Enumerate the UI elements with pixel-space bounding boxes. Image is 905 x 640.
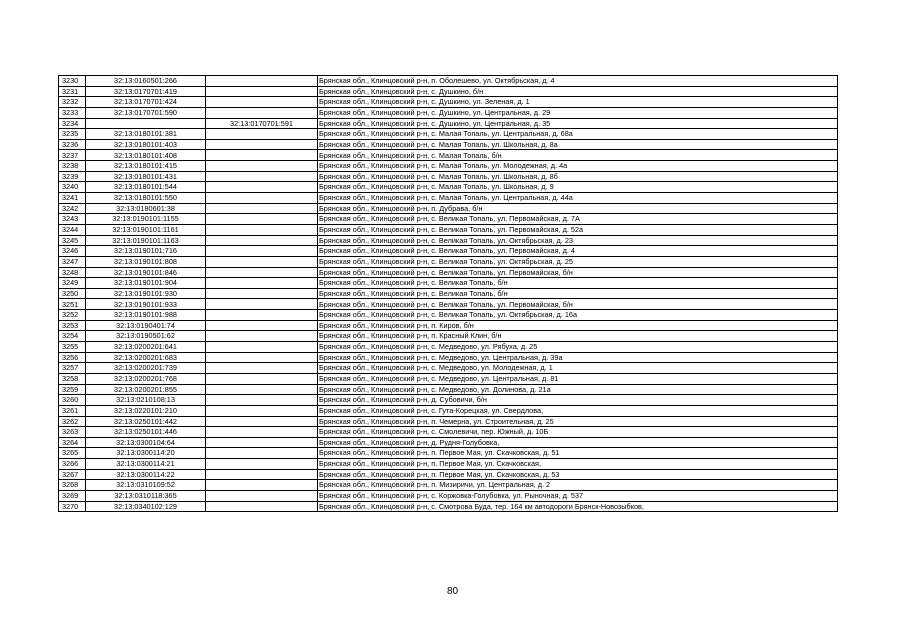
address-cell: Брянская обл., Клинцовский р-н, с. Великая Топаль, ул. Первомайская, д. 4 <box>318 246 838 257</box>
address-cell: Брянская обл., Клинцовский р-н, с. Малая Топаль, ул. Молодежная, д. 4а <box>318 161 838 172</box>
address-cell: Брянская обл., Клинцовский р-н, с. Медведово, ул. Центральная, д. 81 <box>318 373 838 384</box>
previous-cadastral-number-cell <box>206 384 318 395</box>
address-cell: Брянская обл., Клинцовский р-н, с. Великая Топаль, ул. Октябрьская, д. 25 <box>318 256 838 267</box>
table-row <box>59 480 838 491</box>
previous-cadastral-number-cell <box>206 331 318 342</box>
address-cell: Брянская обл., Клинцовский р-н, д. Субовичи, б/н <box>318 395 838 406</box>
row-number-cell: 3269 <box>59 490 86 501</box>
cadastral-number-cell: 32:13:0180101:415 <box>86 161 206 172</box>
previous-cadastral-number-cell <box>206 107 318 118</box>
row-number-cell: 3242 <box>59 203 86 214</box>
row-number-cell: 3232 <box>59 97 86 108</box>
cadastral-number-cell: 32:13:0190101:846 <box>86 267 206 278</box>
row-number-cell: 3268 <box>59 480 86 491</box>
address-cell: Брянская обл., Клинцовский р-н, с. Душкино, ул. Центральная, д. 35 <box>318 118 838 129</box>
cadastral-number-cell: 32:13:0180601:38 <box>86 203 206 214</box>
table-row <box>59 352 838 363</box>
address-cell: Брянская обл., Клинцовский р-н, с. Медведово, ул. Молодежная, д. 1 <box>318 363 838 374</box>
address-cell: Брянская обл., Клинцовский р-н, с. Медведово, ул. Рябуха, д. 25 <box>318 342 838 353</box>
cadastral-number-cell: 32:13:0190501:62 <box>86 331 206 342</box>
table-row <box>59 342 838 353</box>
row-number-cell: 3270 <box>59 501 86 512</box>
cadastral-number-cell: 32:13:0210108:13 <box>86 395 206 406</box>
previous-cadastral-number-cell <box>206 76 318 87</box>
table-row <box>59 214 838 225</box>
previous-cadastral-number-cell <box>206 139 318 150</box>
table-row <box>59 384 838 395</box>
previous-cadastral-number-cell <box>206 363 318 374</box>
row-number-cell: 3249 <box>59 278 86 289</box>
previous-cadastral-number-cell <box>206 469 318 480</box>
previous-cadastral-number-cell: 32:13:0170701:591 <box>206 118 318 129</box>
address-cell: Брянская обл., Клинцовский р-н, п. Первое Мая, ул. Скачковская, <box>318 459 838 470</box>
previous-cadastral-number-cell <box>206 278 318 289</box>
cadastral-number-cell: 32:13:0250101:442 <box>86 416 206 427</box>
row-number-cell: 3245 <box>59 235 86 246</box>
cadastral-number-cell: 32:13:0190101:808 <box>86 256 206 267</box>
previous-cadastral-number-cell <box>206 161 318 172</box>
address-cell: Брянская обл., Клинцовский р-н, с. Медведово, ул. Центральная, д. 39а <box>318 352 838 363</box>
table-row <box>59 310 838 321</box>
row-number-cell: 3234 <box>59 118 86 129</box>
table-row <box>59 363 838 374</box>
address-cell: Брянская обл., Клинцовский р-н, с. Великая Топаль, б/н <box>318 288 838 299</box>
cadastral-number-cell: 32:13:0200201:683 <box>86 352 206 363</box>
address-cell: Брянская обл., Клинцовский р-н, с. Смотрова Буда, тер. 164 км автодороги Брянск-Новозыбков, <box>318 501 838 512</box>
row-number-cell: 3239 <box>59 171 86 182</box>
cadastral-number-cell: 32:13:0310118:365 <box>86 490 206 501</box>
address-cell: Брянская обл., Клинцовский р-н, с. Великая Топаль, ул. Октябрьская, д. 16а <box>318 310 838 321</box>
address-cell: Брянская обл., Клинцовский р-н, с. Малая Топаль, ул. Центральная, д. 44а <box>318 193 838 204</box>
row-number-cell: 3241 <box>59 193 86 204</box>
cadastral-number-cell: 32:13:0160501:266 <box>86 76 206 87</box>
previous-cadastral-number-cell <box>206 246 318 257</box>
address-cell: Брянская обл., Клинцовский р-н, п. Первое Мая, ул. Скачковская, д. 51 <box>318 448 838 459</box>
previous-cadastral-number-cell <box>206 416 318 427</box>
row-number-cell: 3237 <box>59 150 86 161</box>
table-row <box>59 501 838 512</box>
cadastral-number-cell: 32:13:0180101:431 <box>86 171 206 182</box>
row-number-cell: 3264 <box>59 437 86 448</box>
address-cell: Брянская обл., Клинцовский р-н, с. Душкино, б/н <box>318 86 838 97</box>
previous-cadastral-number-cell <box>206 320 318 331</box>
table-row <box>59 299 838 310</box>
row-number-cell: 3256 <box>59 352 86 363</box>
previous-cadastral-number-cell <box>206 437 318 448</box>
cadastral-number-cell: 32:13:0170701:424 <box>86 97 206 108</box>
row-number-cell: 3250 <box>59 288 86 299</box>
row-number-cell: 3255 <box>59 342 86 353</box>
address-cell: Брянская обл., Клинцовский р-н, с. Душкино, ул. Зеленая, д. 1 <box>318 97 838 108</box>
table-body <box>59 76 838 512</box>
table-row <box>59 203 838 214</box>
cadastral-number-cell: 32:13:0170701:419 <box>86 86 206 97</box>
row-number-cell: 3262 <box>59 416 86 427</box>
cadastral-number-cell: 32:13:0190101:1163 <box>86 235 206 246</box>
previous-cadastral-number-cell <box>206 224 318 235</box>
row-number-cell: 3254 <box>59 331 86 342</box>
table-row <box>59 171 838 182</box>
cadastral-number-cell: 32:13:0300114:21 <box>86 459 206 470</box>
row-number-cell: 3251 <box>59 299 86 310</box>
cadastral-number-cell: 32:13:0310109:52 <box>86 480 206 491</box>
table-row <box>59 437 838 448</box>
table-row <box>59 256 838 267</box>
address-cell: Брянская обл., Клинцовский р-н, п. Красный Клин, б/н <box>318 331 838 342</box>
table-row <box>59 193 838 204</box>
previous-cadastral-number-cell <box>206 97 318 108</box>
address-cell: Брянская обл., Клинцовский р-н, с. Великая Топаль, ул. Первомайская, б/н <box>318 299 838 310</box>
row-number-cell: 3266 <box>59 459 86 470</box>
previous-cadastral-number-cell <box>206 427 318 438</box>
cadastral-number-cell: 32:13:0300104:64 <box>86 437 206 448</box>
row-number-cell: 3240 <box>59 182 86 193</box>
table-row <box>59 278 838 289</box>
property-table <box>58 75 838 512</box>
previous-cadastral-number-cell <box>206 182 318 193</box>
cadastral-number-cell: 32:13:0180101:381 <box>86 129 206 140</box>
cadastral-number-cell: 32:13:0180101:544 <box>86 182 206 193</box>
previous-cadastral-number-cell <box>206 256 318 267</box>
address-cell: Брянская обл., Клинцовский р-н, с. Великая Топаль, б/н <box>318 278 838 289</box>
cadastral-number-cell: 32:13:0200201:739 <box>86 363 206 374</box>
table-row <box>59 182 838 193</box>
row-number-cell: 3248 <box>59 267 86 278</box>
row-number-cell: 3235 <box>59 129 86 140</box>
previous-cadastral-number-cell <box>206 480 318 491</box>
previous-cadastral-number-cell <box>206 373 318 384</box>
previous-cadastral-number-cell <box>206 235 318 246</box>
cadastral-number-cell: 32:13:0190101:716 <box>86 246 206 257</box>
row-number-cell: 3230 <box>59 76 86 87</box>
table-row <box>59 107 838 118</box>
previous-cadastral-number-cell <box>206 352 318 363</box>
table-row <box>59 416 838 427</box>
address-cell: Брянская обл., Клинцовский р-н, с. Великая Топаль, ул. Первомайская, б/н <box>318 267 838 278</box>
row-number-cell: 3244 <box>59 224 86 235</box>
table-row <box>59 427 838 438</box>
row-number-cell: 3261 <box>59 405 86 416</box>
table-row <box>59 235 838 246</box>
cadastral-number-cell: 32:13:0190101:1161 <box>86 224 206 235</box>
address-cell: Брянская обл., Клинцовский р-н, с. Великая Топаль, ул. Первомайская, д. 7А <box>318 214 838 225</box>
row-number-cell: 3238 <box>59 161 86 172</box>
table-row <box>59 469 838 480</box>
cadastral-number-cell: 32:13:0190101:1155 <box>86 214 206 225</box>
row-number-cell: 3260 <box>59 395 86 406</box>
previous-cadastral-number-cell <box>206 299 318 310</box>
cadastral-number-cell: 32:13:0190101:933 <box>86 299 206 310</box>
address-cell: Брянская обл., Клинцовский р-н, п. Оболешево, ул. Октябрьская, д. 4 <box>318 76 838 87</box>
previous-cadastral-number-cell <box>206 86 318 97</box>
cadastral-number-cell: 32:13:0180101:403 <box>86 139 206 150</box>
cadastral-number-cell: 32:13:0190101:988 <box>86 310 206 321</box>
table-row <box>59 224 838 235</box>
address-cell: Брянская обл., Клинцовский р-н, с. Гута-Корецкая, ул. Свердлова, <box>318 405 838 416</box>
cadastral-number-cell: 32:13:0300114:20 <box>86 448 206 459</box>
previous-cadastral-number-cell <box>206 150 318 161</box>
address-cell: Брянская обл., Клинцовский р-н, п. Киров, б/н <box>318 320 838 331</box>
table-row <box>59 405 838 416</box>
address-cell: Брянская обл., Клинцовский р-н, с. Малая Топаль, ул. Центральная, д. 68а <box>318 129 838 140</box>
cadastral-number-cell: 32:13:0180101:550 <box>86 193 206 204</box>
cadastral-number-cell: 32:13:0170701:590 <box>86 107 206 118</box>
previous-cadastral-number-cell <box>206 459 318 470</box>
previous-cadastral-number-cell <box>206 129 318 140</box>
address-cell: Брянская обл., Клинцовский р-н, д. Рудня-Голубовка, <box>318 437 838 448</box>
previous-cadastral-number-cell <box>206 395 318 406</box>
previous-cadastral-number-cell <box>206 405 318 416</box>
table-row <box>59 118 838 129</box>
cadastral-number-cell: 32:13:0200201:641 <box>86 342 206 353</box>
address-cell: Брянская обл., Клинцовский р-н, с. Великая Топаль, ул. Октябрьская, д. 23 <box>318 235 838 246</box>
address-cell: Брянская обл., Клинцовский р-н, с. Смолевичи, пер. Южный, д. 10Б <box>318 427 838 438</box>
row-number-cell: 3236 <box>59 139 86 150</box>
address-cell: Брянская обл., Клинцовский р-н, с. Коржовка-Голубовка, ул. Рыночная, д. 537 <box>318 490 838 501</box>
cadastral-number-cell: 32:13:0180101:408 <box>86 150 206 161</box>
previous-cadastral-number-cell <box>206 501 318 512</box>
row-number-cell: 3258 <box>59 373 86 384</box>
table-row <box>59 161 838 172</box>
table-row <box>59 150 838 161</box>
previous-cadastral-number-cell <box>206 310 318 321</box>
address-cell: Брянская обл., Клинцовский р-н, п. Дубрава, б/н <box>318 203 838 214</box>
previous-cadastral-number-cell <box>206 193 318 204</box>
table-row <box>59 459 838 470</box>
previous-cadastral-number-cell <box>206 267 318 278</box>
table-row <box>59 267 838 278</box>
previous-cadastral-number-cell <box>206 171 318 182</box>
address-cell: Брянская обл., Клинцовский р-н, с. Малая Топаль, ул. Школьная, д. 9 <box>318 182 838 193</box>
row-number-cell: 3263 <box>59 427 86 438</box>
table-row <box>59 320 838 331</box>
cadastral-number-cell: 32:13:0190101:930 <box>86 288 206 299</box>
table-row <box>59 288 838 299</box>
cadastral-number-cell: 32:13:0200201:768 <box>86 373 206 384</box>
table-row <box>59 490 838 501</box>
previous-cadastral-number-cell <box>206 203 318 214</box>
cadastral-number-cell: 32:13:0300114:22 <box>86 469 206 480</box>
row-number-cell: 3257 <box>59 363 86 374</box>
row-number-cell: 3243 <box>59 214 86 225</box>
cadastral-number-cell <box>86 118 206 129</box>
address-cell: Брянская обл., Клинцовский р-н, п. Первое Мая, ул. Скачковская, д. 53 <box>318 469 838 480</box>
cadastral-number-cell: 32:13:0340102:129 <box>86 501 206 512</box>
previous-cadastral-number-cell <box>206 342 318 353</box>
table-row <box>59 97 838 108</box>
address-cell: Брянская обл., Клинцовский р-н, с. Медведово, ул. Долинова, д. 21а <box>318 384 838 395</box>
row-number-cell: 3267 <box>59 469 86 480</box>
table-row <box>59 373 838 384</box>
cadastral-number-cell: 32:13:0250101:446 <box>86 427 206 438</box>
row-number-cell: 3247 <box>59 256 86 267</box>
address-cell: Брянская обл., Клинцовский р-н, с. Малая Топаль, б/н <box>318 150 838 161</box>
row-number-cell: 3233 <box>59 107 86 118</box>
cadastral-number-cell: 32:13:0200201:855 <box>86 384 206 395</box>
row-number-cell: 3246 <box>59 246 86 257</box>
table-row <box>59 139 838 150</box>
address-cell: Брянская обл., Клинцовский р-н, п. Чемерна, ул. Строительная, д. 25 <box>318 416 838 427</box>
row-number-cell: 3265 <box>59 448 86 459</box>
address-cell: Брянская обл., Клинцовский р-н, п. Мизиричи, ул. Центральная, д. 2 <box>318 480 838 491</box>
table-row <box>59 448 838 459</box>
address-cell: Брянская обл., Клинцовский р-н, с. Великая Топаль, ул. Первомайская, д. 52а <box>318 224 838 235</box>
cadastral-number-cell: 32:13:0190101:904 <box>86 278 206 289</box>
row-number-cell: 3253 <box>59 320 86 331</box>
previous-cadastral-number-cell <box>206 490 318 501</box>
table-row <box>59 86 838 97</box>
table-row <box>59 395 838 406</box>
previous-cadastral-number-cell <box>206 288 318 299</box>
previous-cadastral-number-cell <box>206 214 318 225</box>
address-cell: Брянская обл., Клинцовский р-н, с. Малая Топаль, ул. Школьная, д. 8б <box>318 171 838 182</box>
row-number-cell: 3252 <box>59 310 86 321</box>
cadastral-number-cell: 32:13:0220101:210 <box>86 405 206 416</box>
table-row <box>59 129 838 140</box>
page-number: 80 <box>446 586 459 597</box>
row-number-cell: 3231 <box>59 86 86 97</box>
address-cell: Брянская обл., Клинцовский р-н, с. Душкино, ул. Центральная, д. 29 <box>318 107 838 118</box>
row-number-cell: 3259 <box>59 384 86 395</box>
table-row <box>59 246 838 257</box>
cadastral-number-cell: 32:13:0190401:74 <box>86 320 206 331</box>
address-cell: Брянская обл., Клинцовский р-н, с. Малая Топаль, ул. Школьная, д. 8а <box>318 139 838 150</box>
table-row <box>59 76 838 87</box>
previous-cadastral-number-cell <box>206 448 318 459</box>
table-row <box>59 331 838 342</box>
